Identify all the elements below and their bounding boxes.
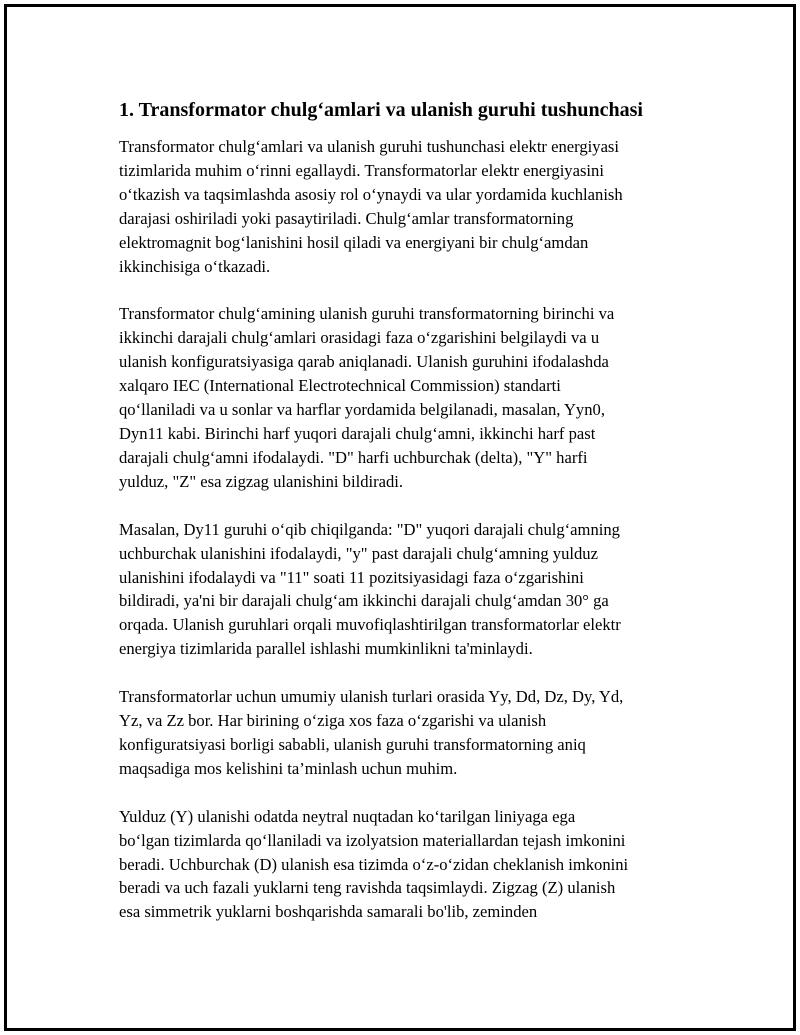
text-line: Transformator chulg‘amining ulanish guruhi transformatorning birinchi va — [119, 304, 615, 324]
text-line: bo‘lgan tizimlarda qo‘llaniladi va izolyatsion materiallardan tejash imkonini — [119, 830, 626, 850]
text-line: yulduz, "Z" esa zigzag ulanishini bildiradi. — [119, 471, 404, 491]
text-line: ikkinchisiga o‘tkazadi. — [119, 256, 271, 276]
text-line: konfiguratsiyasi borligi sababli, ulanish guruhi transformatorning aniq — [119, 734, 586, 754]
text-line: ikkinchi darajali chulg‘amlari orasidagi faza o‘zgarishini belgilaydi va u — [119, 328, 600, 348]
text-line: Masalan, Dy11 guruhi o‘qib chiqilganda: "D" yuqori darajali chulg‘amning — [119, 519, 620, 539]
section-heading: 1. Transformator chulg‘amlari va ulanish guruhi tushunchasi — [119, 99, 643, 121]
text-line: bildiradi, ya'ni bir darajali chulg‘am ikkinchi darajali chulg‘amdan 30° ga — [119, 591, 609, 611]
text-line: ulanish konfiguratsiyasiga qarab aniqlanadi. Ulanish guruhini ifodalashda — [119, 352, 609, 372]
text-line: darajasi oshiriladi yoki pasaytiriladi. Chulg‘amlar transformatorning — [119, 208, 574, 228]
paragraph-3 — [119, 518, 689, 661]
text-line: elektromagnit bog‘lanishini hosil qiladi va energiyani bir chulg‘amdan — [119, 232, 589, 252]
page-content — [119, 97, 689, 948]
text-line: beradi va uch fazali yuklarni teng ravishda taqsimlaydi. Zigzag (Z) ulanish — [119, 878, 616, 898]
paragraph-1 — [119, 135, 689, 278]
text-line: qo‘llaniladi va u sonlar va harflar yordamida belgilanadi, masalan, Yyn0, — [119, 400, 605, 420]
paragraph-4 — [119, 685, 689, 781]
text-line: Yz, va Zz bor. Har birining o‘ziga xos faza o‘zgarishi va ulanish — [119, 711, 547, 731]
text-line: Yulduz (Y) ulanishi odatda neytral nuqtadan ko‘tarilgan liniyaga ega — [119, 806, 576, 826]
page-frame — [4, 4, 796, 1031]
text-line: darajali chulg‘amni ifodalaydi. "D" harfi uchburchak (delta), "Y" harfi — [119, 447, 588, 467]
text-line: uchburchak ulanishini ifodalaydi, "y" past darajali chulg‘amning yulduz — [119, 543, 598, 563]
text-line: energiya tizimlarida parallel ishlashi mumkinlikni ta'minlaydi. — [119, 639, 533, 659]
text-line: tizimlarida muhim o‘rinni egallaydi. Transformatorlar elektr energiyasini — [119, 160, 604, 180]
text-line: orqada. Ulanish guruhlari orqali muvofiqlashtirilgan transformatorlar elektr — [119, 615, 621, 635]
text-line: maqsadiga mos kelishini ta’minlash uchun muhim. — [119, 758, 458, 778]
text-line: esa simmetrik yuklarni boshqarishda samarali bo'lib, zeminden — [119, 902, 538, 922]
paragraph-2 — [119, 302, 689, 493]
text-line: xalqaro IEC (International Electrotechnical Commission) standarti — [119, 376, 561, 396]
text-line: beradi. Uchburchak (D) ulanish esa tizimda o‘z-o‘zidan cheklanish imkonini — [119, 854, 629, 874]
text-line: Dyn11 kabi. Birinchi harf yuqori darajali chulg‘amni, ikkinchi harf past — [119, 423, 596, 443]
text-line: o‘tkazish va taqsimlashda asosiy rol o‘ynaydi va ular yordamida kuchlanish — [119, 184, 623, 204]
text-line: ulanishini ifodalaydi va "11" soati 11 pozitsiyasidagi faza o‘zgarishini — [119, 567, 584, 587]
paragraph-5 — [119, 805, 689, 925]
text-line: Transformator chulg‘amlari va ulanish guruhi tushunchasi elektr energiyasi — [119, 137, 619, 156]
text-line: Transformatorlar uchun umumiy ulanish turlari orasida Yy, Dd, Dz, Dy, Yd, — [119, 687, 624, 707]
